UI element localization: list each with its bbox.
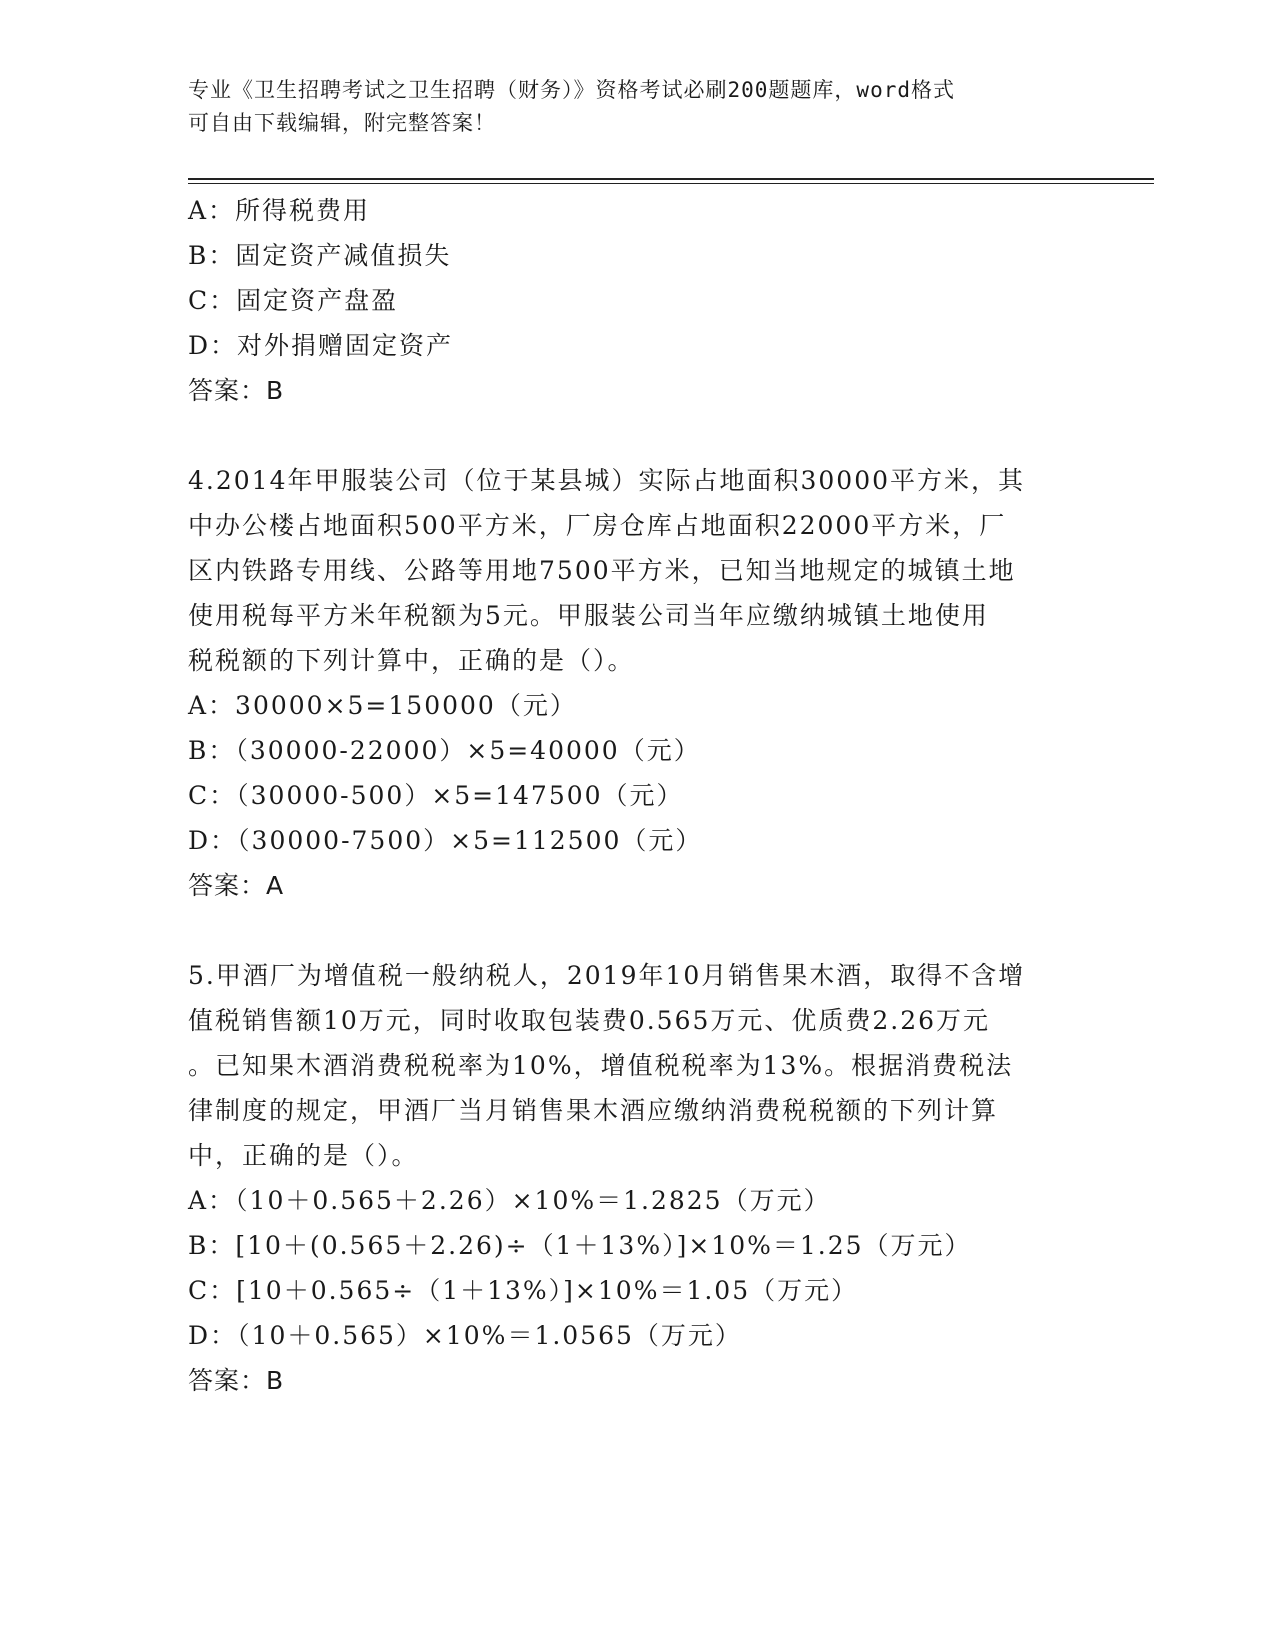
option-d: D：（10＋0.565）×10%＝1.0565（万元） <box>188 1321 742 1350</box>
question-5 <box>188 953 1088 1403</box>
question-line: 值税销售额10万元，同时收取包装费0.565万元、优质费2.26万元 <box>188 1006 991 1035</box>
option-c: C：（30000-500）×5=147500（元） <box>188 781 684 810</box>
option-a: A：30000×5=150000（元） <box>188 691 577 720</box>
option-b: B：固定资产减值损失 <box>188 241 452 270</box>
option-a: A：（10＋0.565＋2.26）×10%＝1.2825（万元） <box>188 1186 831 1215</box>
question-line: 中，正确的是（）。 <box>188 1141 419 1170</box>
option-b: B：（30000-22000）×5=40000（元） <box>188 736 701 765</box>
question-text <box>188 953 1088 1178</box>
question-line: 律制度的规定，甲酒厂当月销售果木酒应缴纳消费税税额的下列计算 <box>188 1096 999 1125</box>
question-text <box>188 458 1088 683</box>
header-line-1: 专业《卫生招聘考试之卫生招聘（财务）》资格考试必刷200题题库，word格式 <box>188 78 955 102</box>
option-b: B：[10＋(0.565＋2.26)÷（1＋13%）]×10%＝1.25（万元） <box>188 1231 972 1260</box>
question-line: 中办公楼占地面积500平方米，厂房仓库占地面积22000平方米，厂 <box>188 511 1007 540</box>
option-d: D：（30000-7500）×5=112500（元） <box>188 826 703 855</box>
option-d: D：对外捐赠固定资产 <box>188 331 454 360</box>
option-c: C：[10＋0.565÷（1＋13%）]×10%＝1.05（万元） <box>188 1276 859 1305</box>
question-line: 5.甲酒厂为增值税一般纳税人，2019年10月销售果木酒，取得不含增 <box>188 961 1026 990</box>
answer-line: 答案：B <box>188 1366 285 1395</box>
question-3-options <box>188 188 1088 413</box>
question-line: 4.2014年甲服装公司（位于某县城）实际占地面积30000平方米，其 <box>188 466 1026 495</box>
question-4 <box>188 458 1088 908</box>
question-line: 。已知果木酒消费税税率为10%，增值税税率为13%。根据消费税法 <box>188 1051 1014 1080</box>
option-a: A：所得税费用 <box>188 196 371 225</box>
question-line: 使用税每平方米年税额为5元。甲服装公司当年应缴纳城镇土地使用 <box>188 601 989 630</box>
document-body <box>188 188 1088 1403</box>
answer-line: 答案：B <box>188 376 285 405</box>
spacer <box>188 413 1088 458</box>
header-rule-thin <box>188 183 1154 184</box>
question-line: 税税额的下列计算中，正确的是（）。 <box>188 646 635 675</box>
option-c: C：固定资产盘盈 <box>188 286 399 315</box>
spacer <box>188 908 1088 953</box>
document-header <box>188 74 1088 140</box>
header-rule-thick <box>188 178 1154 180</box>
answer-line: 答案：A <box>188 871 285 900</box>
question-line: 区内铁路专用线、公路等用地7500平方米，已知当地规定的城镇土地 <box>188 556 1016 585</box>
header-line-2: 可自由下载编辑，附完整答案！ <box>188 111 496 135</box>
